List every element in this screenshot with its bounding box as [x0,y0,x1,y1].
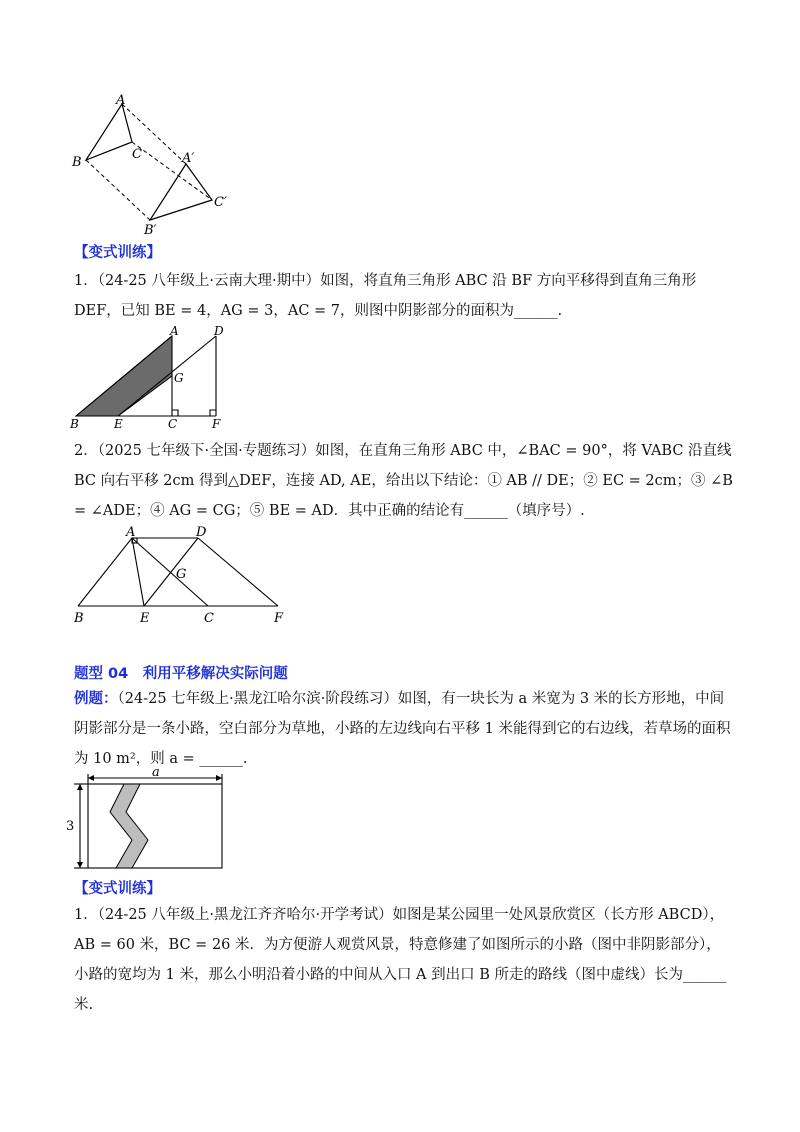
label-c1: C′ [214,195,227,210]
svg-text:B: B [70,417,79,430]
section-type-04-title: 题型 04 利用平移解决实际问题 [74,666,288,682]
figure-translation-triangles [66,92,236,238]
label-b: B [72,155,82,170]
svg-text:A: A [126,525,136,540]
svg-text:C: C [204,611,214,626]
svg-text:C: C [168,417,178,430]
dashed-bb1 [86,160,150,220]
label-b1: B′ [144,223,157,238]
svg-text:3: 3 [66,819,75,834]
svg-text:E: E [140,611,150,626]
dashed-cc1 [132,142,212,200]
variant-training-header: 【变式训练】 [74,245,161,261]
svg-text:F: F [212,417,221,430]
triangle-a1b1c1 [150,164,212,220]
variant-training-header-2: 【变式训练】 [74,881,161,897]
example-text: （24-25 七年级上·黑龙江哈尔滨·阶段练习）如图，有一块长为 a 米宽为 3 米的长方形地，中间阴影部分是一条小路，空白部分为草地，小路的左边线向右平移 1 米能得到它的右边线，若草场的面积为 10 m²，则 a = ______. [74,691,731,767]
figure-translated-right-triangle [66,524,296,628]
svg-text:D: D [196,525,207,540]
figure-shaded-right-triangles [66,326,236,430]
svg-text:G: G [176,567,187,582]
svg-text:F: F [274,611,284,626]
svg-text:B: B [74,611,84,626]
example-label: 例题： [74,690,118,707]
svg-text:a: a [152,765,160,780]
label-a1: A′ [182,151,195,166]
svg-text:G: G [174,371,184,385]
svg-text:D: D [214,326,224,338]
triangle-abc [86,104,132,160]
question-1: 1．（24-25 八年级上·云南大理·期中）如图，将直角三角形 ABC 沿 BF 方向平移得到直角三角形 DEF，已知 BE = 4，AG = 3，AC = 7，则图中阴影部分的面积为______. [74,273,697,319]
zigzag-path [110,784,148,868]
question-2: 2．（2025 七年级下·全国·专题练习）如图，在直角三角形 ABC 中，∠BAC = 90°，将 VABC 沿直线 BC 向右平移 2cm 得到△DEF，连接 AD, AE，给出以下结论：① AB // DE；② EC = 2cm；③ ∠B = ∠ADE；④ AG = CG；⑤ BE = AD．其中正确的结论有______（填序号）. [74,443,733,519]
example-question [74,684,734,774]
question-3: 1．（24-25 八年级上·黑龙江齐齐哈尔·开学考试）如图是某公园里一处风景欣赏区（长方形 ABCD），AB = 60 米，BC = 26 米．为方便游人观赏风景，特意修建了如图所示的小路（图中非阴影部分），小路的宽均为 1 米，那么小明沿着小路的中间从入口 A 到出口 B 所走的路线（图中虚线）长为______米. [74,907,727,1013]
svg-text:E: E [114,417,123,430]
svg-text:A: A [170,326,179,338]
label-c: C [132,147,142,162]
figure-rectangle-path [66,764,236,874]
label-a: A [116,93,126,108]
